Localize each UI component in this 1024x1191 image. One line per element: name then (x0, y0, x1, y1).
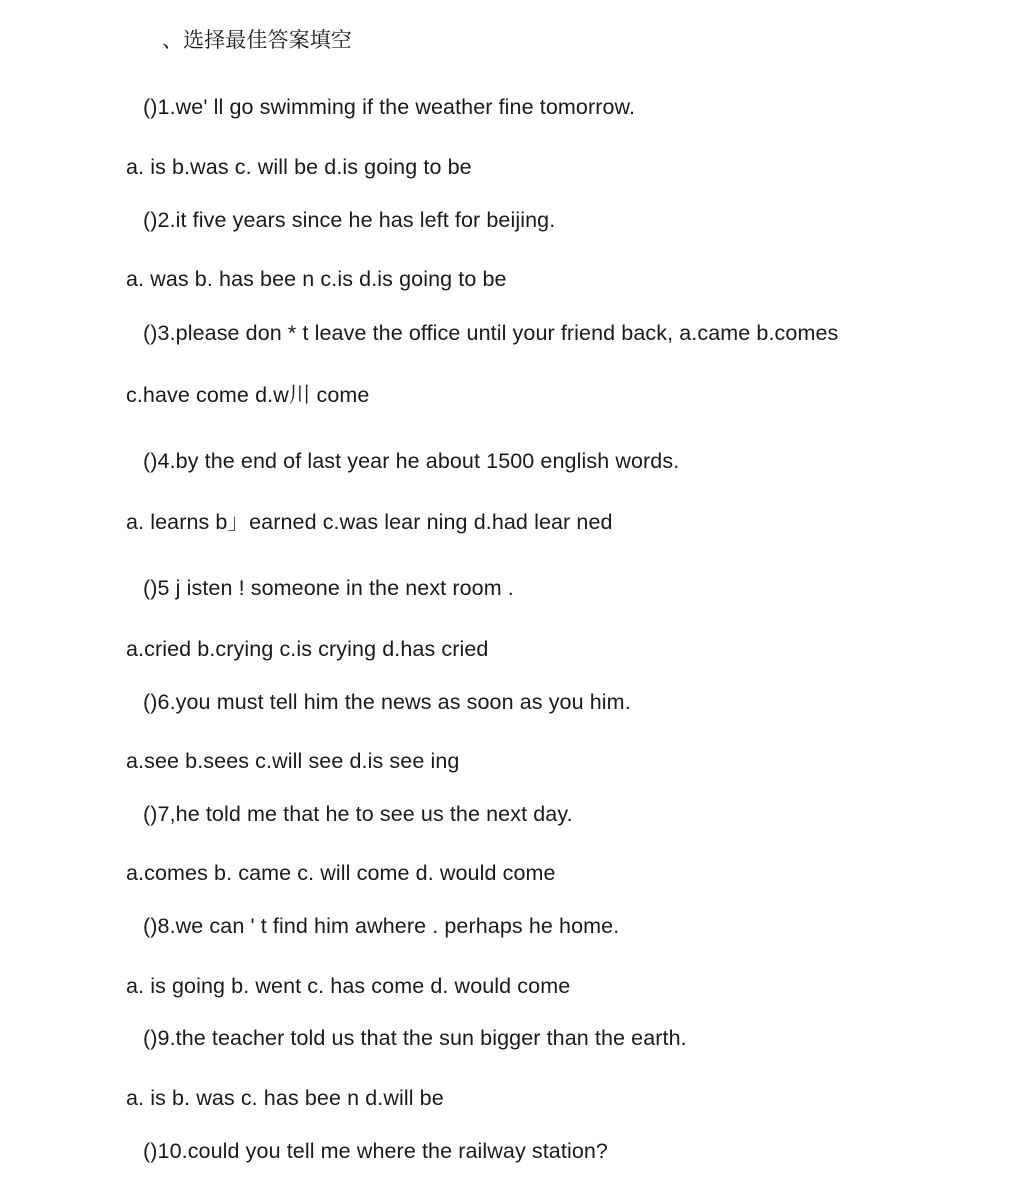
question-5-stem: ()5 j isten ! someone in the next room . (143, 576, 514, 600)
question-9-stem: ()9.the teacher told us that the sun bigger than the earth. (143, 1026, 687, 1050)
question-8-stem: ()8.we can ' t find him awhere . perhaps he home. (143, 914, 620, 938)
question-8-options: a. is going b. went c. has come d. would come (126, 974, 571, 998)
question-6-stem: ()6.you must tell him the news as soon as you him. (143, 690, 631, 714)
question-9-options: a. is b. was c. has bee n d.will be (126, 1086, 444, 1110)
question-7-options: a.comes b. came c. will come d. would come (126, 861, 556, 885)
question-5-options: a.cried b.crying c.is crying d.has cried (126, 637, 489, 661)
question-3-stem: ()3.please don * t leave the office until your friend back, a.came b.comes (143, 321, 839, 345)
question-10-stem: ()10.could you tell me where the railway station? (143, 1139, 608, 1163)
question-4-options: a. learns b」earned c.was lear ning d.had lear ned (126, 510, 613, 534)
section-heading: 、选择最佳答案填空 (162, 28, 352, 52)
question-1-stem: ()1.we' ll go swimming if the weather fine tomorrow. (143, 95, 636, 119)
question-3-options: c.have come d.w川 come (126, 383, 370, 407)
question-7-stem: ()7,he told me that he to see us the next day. (143, 802, 573, 826)
question-2-stem: ()2.it five years since he has left for beijing. (143, 208, 556, 232)
question-6-options: a.see b.sees c.will see d.is see ing (126, 749, 460, 773)
question-4-stem: ()4.by the end of last year he about 1500 english words. (143, 449, 680, 473)
question-2-options: a. was b. has bee n c.is d.is going to be (126, 267, 507, 291)
question-1-options: a. is b.was c. will be d.is going to be (126, 155, 472, 179)
